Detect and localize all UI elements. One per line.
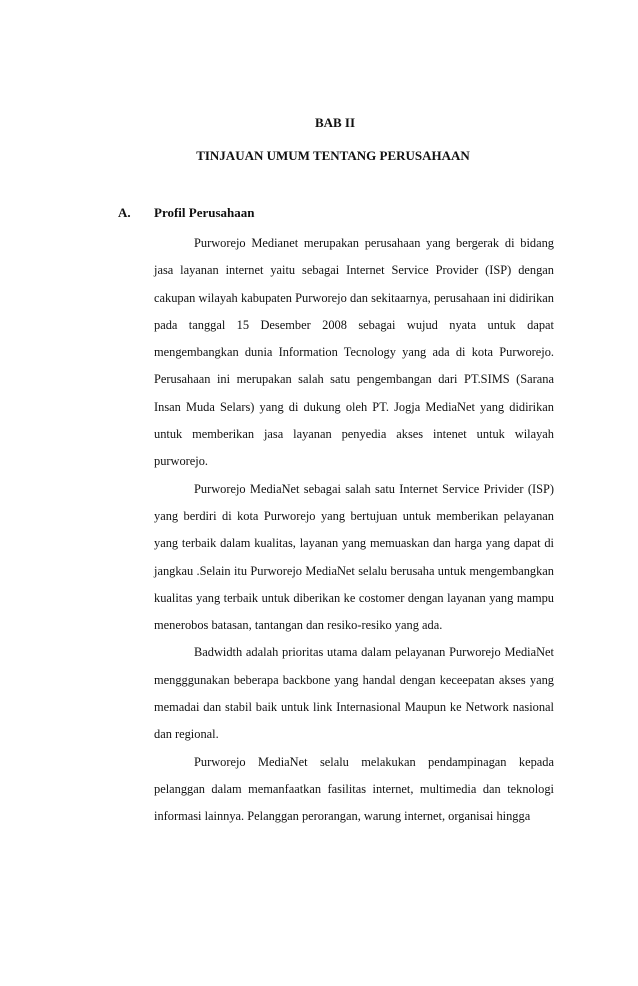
paragraph-4: Purworejo MediaNet selalu melakukan pendampinagan kepada pelanggan dalam memanfaatkan fasilitas internet, multimedia dan teknologi informasi lainnya. Pelanggan perorangan, warung internet, organisai hingga xyxy=(154,754,554,824)
chapter-heading: BAB II xyxy=(314,115,356,130)
section-title: Profil Perusahaan xyxy=(154,205,255,220)
paragraph-3: Badwidth adalah prioritas utama dalam pelayanan Purworejo MediaNet mengggunakan beberapa backbone yang handal dengan keceepatan akses yang memadai dan stabil baik untuk link Internasional Maupun ke Network nasional dan regional. xyxy=(154,645,554,742)
paragraph-2: Purworejo MediaNet sebagai salah satu Internet Service Privider (ISP) yang berdiri di kota Purworejo yang bertujuan untuk memberikan pelayanan yang terbaik dalam kualitas, layanan yang memuaskan dan harga yang dapat di jangkau .Selain itu Purworejo MediaNet selalu berusaha untuk mengembangkan kualitas yang terbaik untuk diberikan ke costomer dengan layanan yang mampu menerobos batasan, tantangan dan resiko-resiko yang ada. xyxy=(154,481,554,633)
body-text xyxy=(154,230,554,831)
section-number: A. xyxy=(118,205,131,220)
paragraph-1: Purworejo Medianet merupakan perusahaan yang bergerak di bidang jasa layanan internet yaitu sebagai Internet Service Provider (ISP) dengan cakupan wilayah kabupaten Purworejo dan sekitaarnya, perusahaan ini didirikan pada tanggal 15 Desember 2008 sebagai wujud nyata untuk dapat mengembangkan dunia Information Tecnology yang ada di kota Purworejo. Perusahaan ini merupakan salah satu pengembangan dari PT.SIMS (Sarana Insan Muda Selars) yang di dukung oleh PT. Jogja MediaNet yang didirikan untuk memberikan jasa layanan penyedia akses intenet untuk wilayah purworejo. xyxy=(154,236,554,469)
chapter-title: TINJAUAN UMUM TENTANG PERUSAHAAN xyxy=(196,148,470,163)
